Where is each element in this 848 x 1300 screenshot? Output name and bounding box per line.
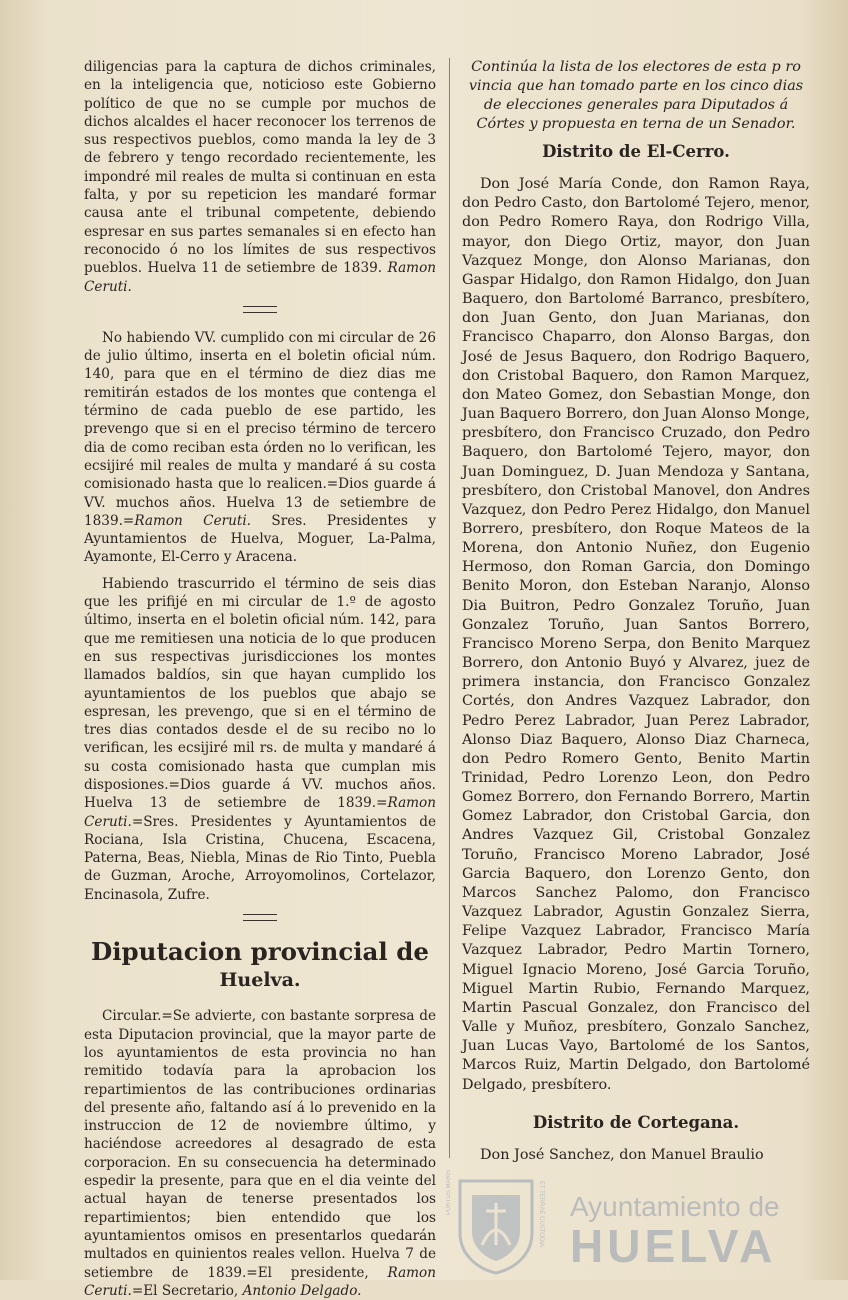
signature-antonio-delgado: Antonio Delgado.: [242, 1282, 362, 1299]
watermark-line1: Ayuntamiento de: [570, 1191, 780, 1222]
paragraph-montes-circular: No habiendo VV. cumplido con mi circular de 26 de julio último, inserta en el boletin oficial núm. 140, para que en el término de diez dias me remitirán estados de los montes que contenga el término de cada pueblo de ese partido, les prevengo que si en el preciso término de tercero dia de como reciban esta órden no lo verifican, les ecsijiré mil reales de multa y mandaré á su costa comisionado hasta que lo realicen.=Dios guarde á VV. muchos años. Huelva 13 de setiembre de 1839.=Ramon Ceruti. Sres. Presidentes y Ayuntamientos de Huelva, Moguer, La-Palma, Ayamonte, El-Cerro y Aracena.: [84, 329, 436, 566]
watermark-line2: HUELVA: [570, 1220, 777, 1272]
ornamental-rule: [243, 306, 277, 313]
electors-list-el-cerro: Don José María Conde, don Ramon Raya, don Pedro Casto, don Bartolomé Tejero, menor, don Pedro Romero Raya, don Rodrigo Villa, mayor, don Diego Ortiz, mayor, don Juan Vazquez Monge, don Alonso Marianas, don Gaspar Hidalgo, don Ramon Hidalgo, don Juan Baquero, don Bartolomé Barranco, presbítero, don Juan Gento, don Juan Marianas, don Francisco Chaparro, don Alonso Bargas, don José de Jesus Baquero, don Rodrigo Baquero, don Cristobal Baquero, don Ramon Marquez, don Mateo Gomez, don Sebastian Monge, don Juan Baquero Borrero, don Juan Alonso Monge, presbítero, don Francisco Cruzado, don Pedro Baquero, don Bartolomé Tejero, mayor, don Juan Dominguez, D. Juan Mendoza y Santana, presbítero, don Cristobal Manovel, don Andres Vazquez, don Pedro Perez Hidalgo, don Manuel Borrero, presbítero, don Roque Mateos de la Morena, don Antonio Nuñez, don Eugenio Hermoso, don Roman Garcia, don Domingo Benito Moron, don Esteban Naranjo, Alonso Dia Buitron, Pedro Gonzalez Toruño, Juan Gonzalez Toruño, Juan Santos Borrero, Francisco Moreno Serpa, don Benito Marquez Borrero, don Antonio Buyó y Alvarez, juez de primera instancia, don Francisco Gonzalez Cortés, don Andres Vazquez Labrador, don Pedro Perez Labrador, Juan Perez Labrador, Alonso Diaz Baquero, Alonso Diaz Charneca, don Pedro Romero Gento, Benito Martin Trinidad, Pedro Lorenzo Leon, don Pedro Gomez Borrero, don Fernando Borrero, Martin Gomez Labrador, don Cristobal Garcia, don Andres Vazquez Gil, Cristobal Gonzalez Toruño, Francisco Moreno Labrador, José Garcia Baquero, don Lorenzo Gento, don Marcos Sanchez Palomo, don Francisco Vazquez Labrador, Agustin Gonzalez Sierra, Felipe Vazquez Labrador, Francisco María Vazquez Labrador, Pedro Martin Tornero, Miguel Ignacio Moreno, José Garcia Toruño, Miguel Martin Rubio, Fernando Marquez, Martin Pascual Gonzalez, don Francisco del Valle y Muñoz, presbítero, Gonzalo Sanchez, Juan Lucas Vayo, Bartolomé de los Santos, Marcos Ruiz, Martin Delgado, don Bartolomé Delgado, presbítero.: [462, 176, 810, 1093]
signature-ramon-ceruti: Ramon Ceruti.: [84, 795, 436, 830]
ayuntamiento-watermark: [446, 1169, 792, 1275]
section-title: Diputacion provincial de: [91, 937, 429, 967]
electors-list-intro: Continúa la lista de los electores de esta p ro vincia que han tomado parte en los cinco dias de elecciones generales para Diputados á Córtes y propuesta en terna de un Senador.: [468, 59, 804, 132]
signature-ramon-ceruti: Ramon Ceruti.: [84, 1264, 436, 1299]
right-column: [462, 58, 810, 1165]
electors-list-cortegana: Don José Sanchez, don Manuel Braulio: [480, 1146, 764, 1163]
district-heading-cortegana: Distrito de Cortegana.: [532, 1112, 740, 1132]
column-divider: [449, 58, 450, 1158]
paragraph-montes-baldios: Habiendo trascurrido el término de seis dias que les prifijé en mi circular de 1.º de agosto último, inserta en el boletin oficial núm. 142, para que me remitiesen una noticia de lo que producen en sus respectivas jurisdicciones los montes llamados baldíos, sin que hayan cumplido los ayuntamientos de los pueblos que abajo se espresan, les prevengo, que si en el término de tres dias contados desde el de su recibo no lo verifican, les ecsijiré mil rs. de multa y mandaré á su costa comisionado hasta que cumplan mis disposiones.=Dios guarde á VV. muchos años. Huelva 13 de setiembre de 1839.=Ramon Ceruti.=Sres. Presidentes y Ayuntamientos de Rociana, Isla Cristina, Chucena, Escacena, Paterna, Beas, Niebla, Minas de Rio Tinto, Puebla de Guzman, Aroche, Arroyomolinos, Cortelazor, Encinasola, Zufre.: [84, 575, 436, 903]
paragraph-diligencias: diligencias para la captura de dichos criminales, en la inteligencia que, noticioso este Gobierno político de que no se cumple por muchos de dichos alcaldes el hacer reconocer los terrenos de sus respectivos pueblos, como manda la ley de 3 de febrero y tengo recordado recientemente, les impondré mil reales de multa si continuan en esta falta, y por su repeticion les mandaré formar causa ante el tribunal competente, debiendo espresar en sus partes semanales si en efecto han reconocido ó no los límites de sus respectivos pueblos. Huelva 11 de setiembre de 1839. Ramon Ceruti.: [84, 59, 437, 295]
left-column: [84, 58, 436, 1300]
watermark-motto-right: ET TERRAE CUSTODIA: [538, 1181, 544, 1248]
paragraph-circular-diputacion: Circular.=Se advierte, con bastante sorpresa de esta Diputacion provincial, que la mayor parte de los ayuntamientos de esta provincia no han remitido todavía para la aprobacion los repartimientos de las contribuciones ordinarias del presente año, faltando así á lo prevenido en la instruccion de 12 de noviembre último, y haciéndose acreedores al desagrado de esta corporacion. En su consecuencia ha determinado espedir la presente, para que en el dia veinte del actual hayan de tenerse presentados los repartimientos; bien entendido que los ayuntamientos omisos en presentarlos quedarán multados en quinientos reales vellon. Huelva 7 de setiembre de 1839.=El presidente, Ramon Ceruti.=El Secretario, Antonio Delgado.: [84, 1008, 436, 1299]
city-shield-icon: [452, 1175, 540, 1275]
section-subtitle: Huelva.: [219, 969, 301, 992]
district-heading-el-cerro: Distrito de El-Cerro.: [542, 142, 730, 161]
ornamental-rule: [243, 914, 277, 921]
watermark-motto-left: PORTUS MARIS: [446, 1169, 452, 1215]
signature-ramon-ceruti: Ramon Ceruti.: [134, 512, 252, 529]
signature-ramon-ceruti: Ramon Ceruti.: [84, 260, 437, 295]
